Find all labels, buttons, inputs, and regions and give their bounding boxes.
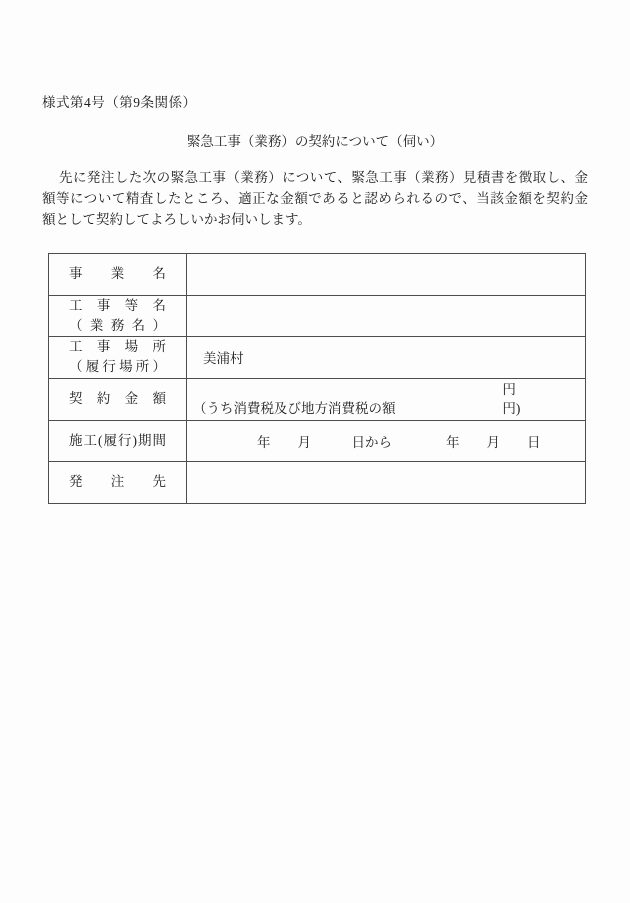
- contract-amount-total-line: [193, 380, 584, 400]
- contract-amount-tax-line: [193, 399, 584, 419]
- row-work-location: [49, 337, 586, 379]
- body-paragraph-line-3: 額として契約してよろしいかお伺いします。: [42, 212, 311, 227]
- body-paragraph: [42, 167, 588, 230]
- project-name-label: 事業名: [69, 266, 166, 282]
- contract-amount-unit: 円: [502, 381, 516, 397]
- work-location-value: 美浦村: [203, 351, 244, 367]
- work-name-label-cell: [49, 295, 187, 337]
- project-name-value-cell: [187, 254, 586, 296]
- construction-period-value-cell: [187, 420, 586, 462]
- document-title: 緊急工事（業務）の契約について（伺い）: [186, 134, 444, 149]
- contract-amount-label-cell: [49, 378, 187, 420]
- body-paragraph-line-2: 額等について精査したところ、適正な金額であると認められるので、当該金額を契約金: [42, 191, 588, 206]
- construction-period-label-cell: [49, 420, 187, 462]
- work-location-label: 工事場所: [69, 339, 166, 355]
- project-name-label-cell: [49, 254, 187, 296]
- work-name-value-cell: [187, 295, 586, 337]
- row-orderer: [49, 462, 586, 504]
- row-contract-amount: [49, 378, 586, 420]
- row-work-name: [49, 295, 586, 337]
- contract-amount-tax-unit: 円): [502, 401, 521, 416]
- row-construction-period: [49, 420, 586, 462]
- contract-amount-tax-note: （うち消費税及び地方消費税の額: [193, 401, 396, 416]
- contract-amount-value-cell: [187, 378, 586, 420]
- work-name-label-secondary: （業務名）: [69, 317, 166, 333]
- construction-period-label: 施工(履行)期間: [69, 432, 166, 448]
- work-name-label: 工事等名: [69, 297, 166, 313]
- contract-form-table: [48, 253, 586, 504]
- work-location-label-secondary: （履行場所）: [69, 359, 166, 375]
- work-location-value-cell: [187, 337, 586, 379]
- work-location-label-cell: [49, 337, 187, 379]
- construction-period-value: 年 月 日から 年 月 日: [203, 434, 541, 450]
- body-paragraph-line-1: 先に発注した次の緊急工事（業務）について、緊急工事（業務）見積書を徴取し、金: [59, 170, 588, 185]
- form-number: 様式第4号（第9条関係）: [42, 95, 197, 110]
- orderer-label-cell: [49, 462, 187, 504]
- row-project-name: [49, 254, 586, 296]
- contract-amount-label: 契約金額: [69, 391, 166, 406]
- orderer-value-cell: [187, 462, 586, 504]
- orderer-label: 発注先: [69, 474, 166, 490]
